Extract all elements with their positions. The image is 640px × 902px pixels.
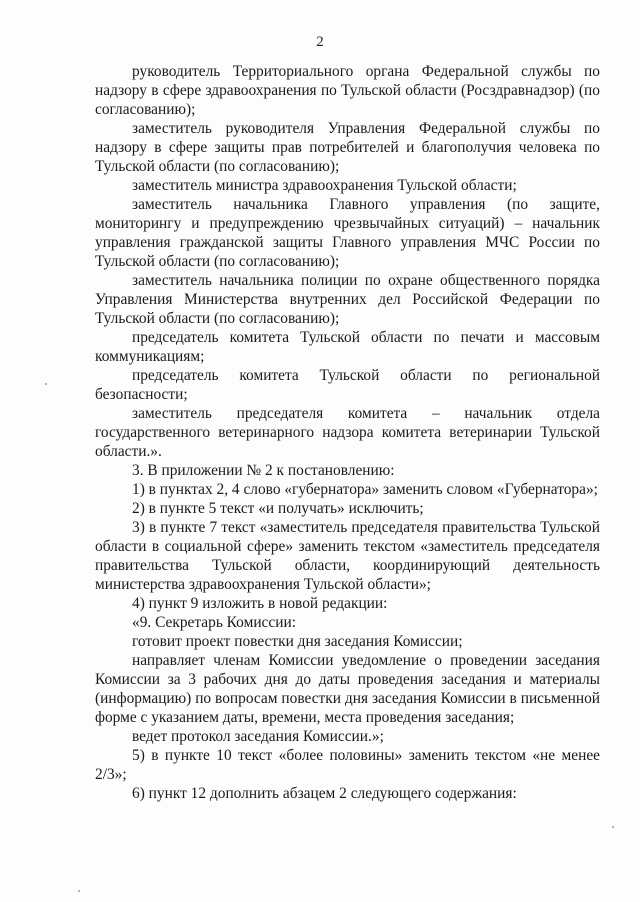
paragraph-item-3: 3. В приложении № 2 к постановлению: (132, 462, 395, 479)
scan-speck (45, 383, 47, 385)
paragraph-press-committee: председатель комитета Тульской области по печати и массовым коммуникациям; (95, 329, 600, 365)
paragraph-subitem-2: 2) в пункте 5 текст «и получать» исключить; (132, 500, 424, 517)
paragraph-secretary-agenda: готовит проект повестки дня заседания Комиссии; (132, 633, 463, 650)
page-number: 2 (316, 34, 324, 50)
paragraph-veterinary-deputy: заместитель председателя комитета – начальник отдела государственного ветеринарного надзора комитета ветеринарии Тульской области.». (95, 405, 600, 460)
paragraph-subitem-5: 5) в пункте 10 текст «более половины» заменить текстом «не менее 2/3»; (95, 747, 600, 783)
paragraph-subitem-3: 3) в пункте 7 текст «заместитель председателя правительства Тульской области в социальной сфере» заменить текстом «заместитель председателя правительства Тульской области, координирующий деятельность министерства здравоохранения Тульской области»; (95, 519, 600, 593)
paragraph-secretary-heading: «9. Секретарь Комиссии: (132, 614, 296, 631)
scan-speck (78, 890, 80, 892)
document-body (95, 62, 600, 803)
paragraph-secretary-minutes: ведет протокол заседания Комиссии.»; (132, 728, 384, 745)
scan-speck (612, 826, 614, 828)
paragraph-health-deputy-minister: заместитель министра здравоохранения Тульской области; (132, 177, 517, 194)
paragraph-subitem-6: 6) пункт 12 дополнить абзацем 2 следующего содержания: (132, 785, 517, 802)
paragraph-mchs-deputy: заместитель начальника Главного управления (по защите, мониторингу и предупреждению чрезвычайных ситуаций) – начальник управления гражданской защиты Главного управления МЧС России по Тульской области (по согласованию); (95, 196, 600, 270)
paragraph-subitem-1: 1) в пунктах 2, 4 слово «губернатора» заменить словом «Губернатора»; (132, 481, 598, 498)
paragraph-roszdravnadzor-head: руководитель Территориального органа Федеральной службы по надзору в сфере здравоохранения по Тульской области (Росздравнадзор) (по согласованию); (95, 63, 600, 118)
paragraph-secretary-notice: направляет членам Комиссии уведомление о проведении заседания Комиссии за 3 рабочих дня до даты проведения заседания и материалы (информацию) по вопросам повестки дня заседания Комиссии в письменной форме с указанием даты, времени, места проведения заседания; (95, 652, 600, 726)
paragraph-security-committee: председатель комитета Тульской области по региональной безопасности; (95, 367, 600, 403)
paragraph-rospotrebnadzor-deputy: заместитель руководителя Управления Федеральной службы по надзору в сфере защиты прав потребителей и благополучия человека по Тульской области (по согласованию); (95, 120, 600, 175)
paragraph-subitem-4: 4) пункт 9 изложить в новой редакции: (132, 595, 388, 612)
paragraph-police-deputy: заместитель начальника полиции по охране общественного порядка Управления Министерства внутренних дел Российской Федерации по Тульской области (по согласованию); (95, 272, 600, 327)
